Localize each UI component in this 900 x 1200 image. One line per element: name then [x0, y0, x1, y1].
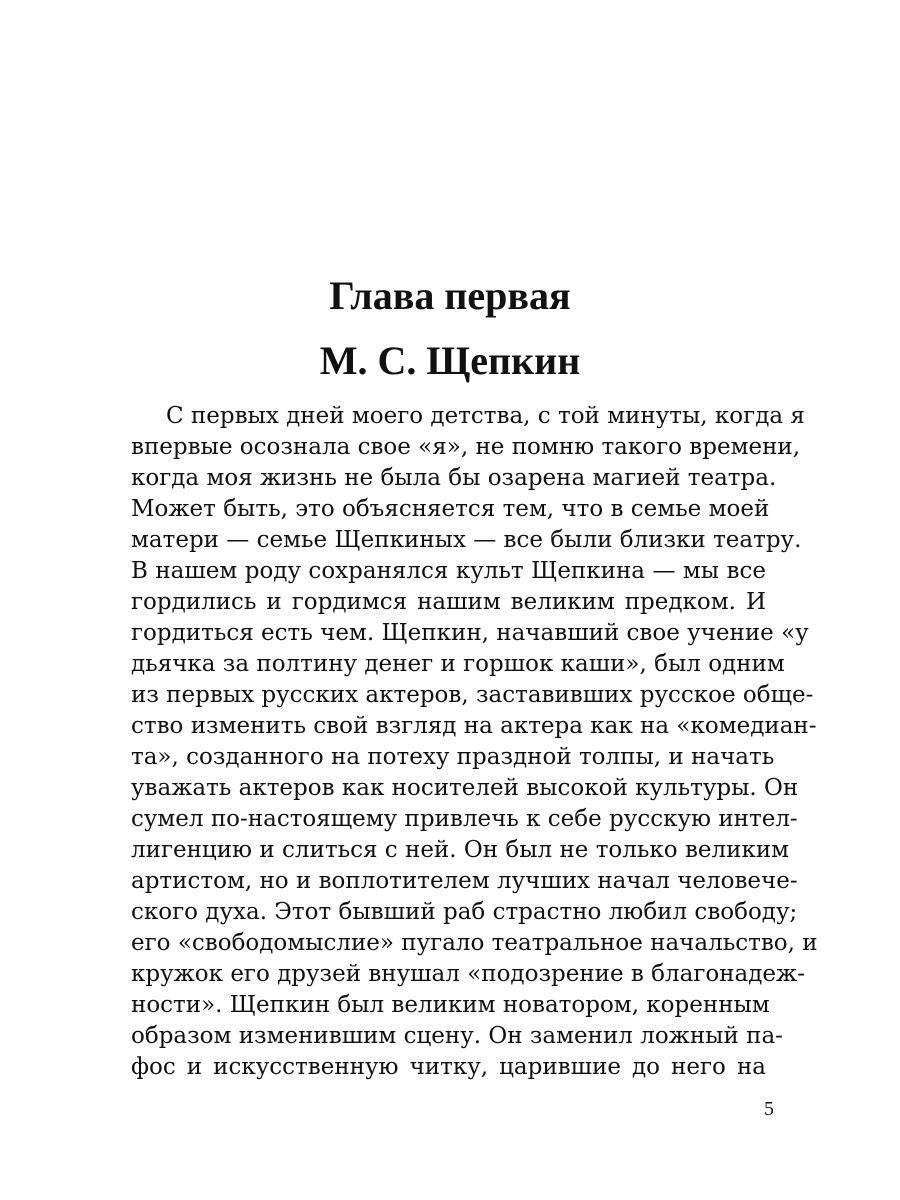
text-line: гордились и гордимся нашим великим предком. И [131, 589, 766, 615]
text-line: фос и искусственную читку, царившие до него на [131, 1054, 766, 1080]
page-number: 5 [764, 1098, 774, 1120]
text-line: дьячка за полтину денег и горшок каши», был одним [131, 651, 785, 677]
text-line: образом изменившим сцену. Он заменил ложный па- [131, 1023, 783, 1049]
body-paragraph [131, 401, 818, 1083]
text-line: артистом, но и воплотителем лучших начал человече- [131, 868, 798, 894]
text-line: Может быть, это объясняется тем, что в семье моей [131, 496, 770, 522]
text-line: ского духа. Этот бывший раб страстно любил свободу; [131, 899, 798, 925]
text-line: С первых дней моего детства, с той минуты, когда я [166, 403, 805, 429]
text-line: гордиться есть чем. Щепкин, начавший свое учение «у [131, 620, 809, 646]
text-line: когда моя жизнь не была бы озарена магией театра. [131, 465, 777, 491]
text-line: его «свободомыслие» пугало театральное начальство, и [131, 930, 818, 956]
text-line: та», созданного на потеху праздной толпы, и начать [131, 744, 775, 770]
text-line: ство изменить свой взгляд на актера как на «комедиан- [131, 713, 817, 739]
chapter-heading [130, 273, 770, 383]
text-line: ности». Щепкин был великим новатором, коренным [131, 992, 770, 1018]
text-line: лигенцию и слиться с ней. Он был не только великим [131, 837, 790, 863]
text-line: уважать актеров как носителей высокой культуры. Он [131, 775, 799, 801]
text-line: матери — семье Щепкиных — все были близки театру. [131, 527, 802, 553]
text-line: кружок его друзей внушал «подозрение в благонадеж- [131, 961, 805, 987]
chapter-title: М. С. Щепкин [319, 338, 581, 383]
text-line: из первых русских актеров, заставивших русское обще- [131, 682, 814, 708]
text-line: В нашем роду сохранялся культ Щепкина — мы все [131, 558, 766, 584]
text-line: сумел по-настоящему привлечь к себе русскую интел- [131, 806, 798, 832]
chapter-label: Глава первая [329, 273, 571, 318]
text-line: впервые осознала свое «я», не помню такого времени, [131, 434, 801, 460]
